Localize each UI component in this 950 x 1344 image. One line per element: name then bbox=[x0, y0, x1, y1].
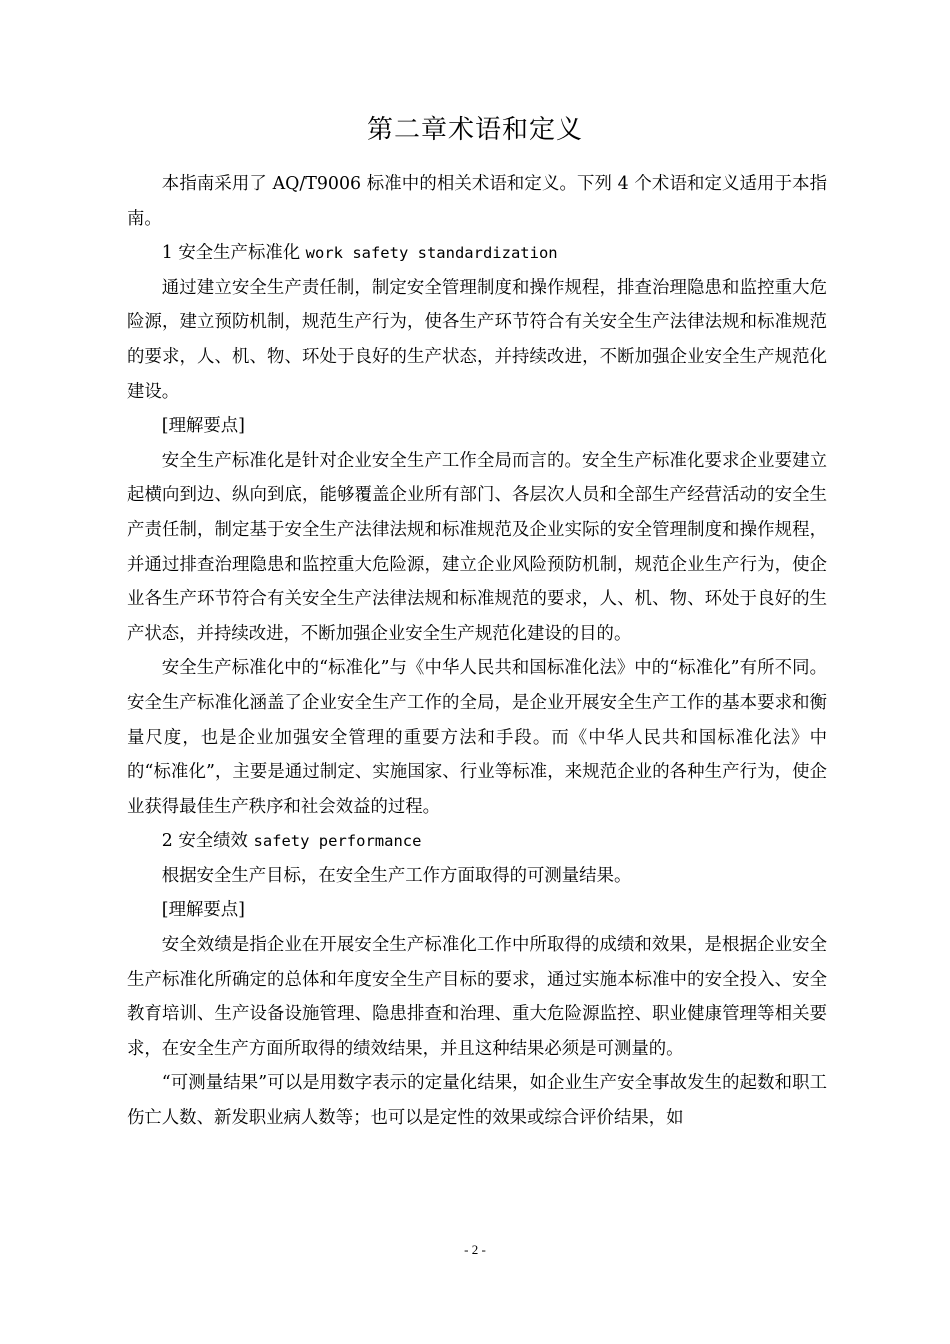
term-1-key-points-label: [理解要点] bbox=[161, 416, 245, 437]
term-1-heading-en: work safety standardization bbox=[305, 244, 558, 263]
document-body bbox=[127, 167, 827, 1136]
term-2-explanation-1: 安全效绩是指企业在开展安全生产标准化工作中所取得的成绩和效果，是根据企业安全生产标准化所确定的总体和年度安全生产目标的要求，通过实施本标准中的安全投入、安全教育培训、生产设备设施管理、隐患排查和治理、重大危险源监控、职业健康管理等相关要求，在安全生产方面所取得的绩效结果，并且这种结果必须是可测量的。 bbox=[127, 935, 827, 1059]
page-number: - 2 - bbox=[464, 1242, 486, 1257]
term-2-explanation-2: “可测量结果”可以是用数字表示的定量化结果，如企业生产安全事故发生的起数和职工伤亡人数、新发职业病人数等；也可以是定性的效果或综合评价结果，如 bbox=[127, 1073, 827, 1129]
intro-paragraph: 本指南采用了 AQ/T9006 标准中的相关术语和定义。下列 4 个术语和定义适用于本指南。 bbox=[127, 174, 827, 229]
term-2-heading bbox=[127, 824, 827, 859]
term-1-definition: 通过建立安全生产责任制，制定安全管理制度和操作规程，排查治理隐患和监控重大危险源，建立预防机制，规范生产行为，使各生产环节符合有关安全生产法律法规和标准规范的要求，人、机、物、环处于良好的生产状态，并持续改进，不断加强企业安全生产规范化建设。 bbox=[127, 277, 827, 402]
term-2-heading-en: safety performance bbox=[253, 832, 422, 851]
term-1-heading bbox=[127, 236, 827, 271]
term-2-key-points-label: [理解要点] bbox=[161, 900, 245, 921]
term-2-heading-cn: 2 安全绩效 bbox=[161, 831, 254, 852]
chapter-title: 第二章术语和定义 bbox=[366, 115, 583, 145]
term-2-definition: 根据安全生产目标，在安全生产工作方面取得的可测量结果。 bbox=[161, 865, 632, 886]
term-1-explanation-1: 安全生产标准化是针对企业安全生产工作全局而言的。安全生产标准化要求企业要建立起横向到边、纵向到底，能够覆盖企业所有部门、各层次人员和全部生产经营活动的安全生产责任制，制定基于安全生产法律法规和标准规范及企业实际的安全管理制度和操作规程，并通过排查治理隐患和监控重大危险源，建立企业风险预防机制，规范企业生产行为，使企业各生产环节符合有关安全生产法律法规和标准规范的要求，人、机、物、环处于良好的生产状态，并持续改进，不断加强企业安全生产规范化建设的目的。 bbox=[127, 450, 827, 644]
term-1-explanation-2: 安全生产标准化中的“标准化”与《中华人民共和国标准化法》中的“标准化”有所不同。安全生产标准化涵盖了企业安全生产工作的全局，是企业开展安全生产工作的基本要求和衡量尺度，也是企业加强安全管理的重要方法和手段。而《中华人民共和国标准化法》中的“标准化”，主要是通过制定、实施国家、行业等标准，来规范企业的各种生产行为，使企业获得最佳生产秩序和社会效益的过程。 bbox=[127, 658, 827, 817]
term-1-heading-cn: 1 安全生产标准化 bbox=[161, 243, 306, 264]
